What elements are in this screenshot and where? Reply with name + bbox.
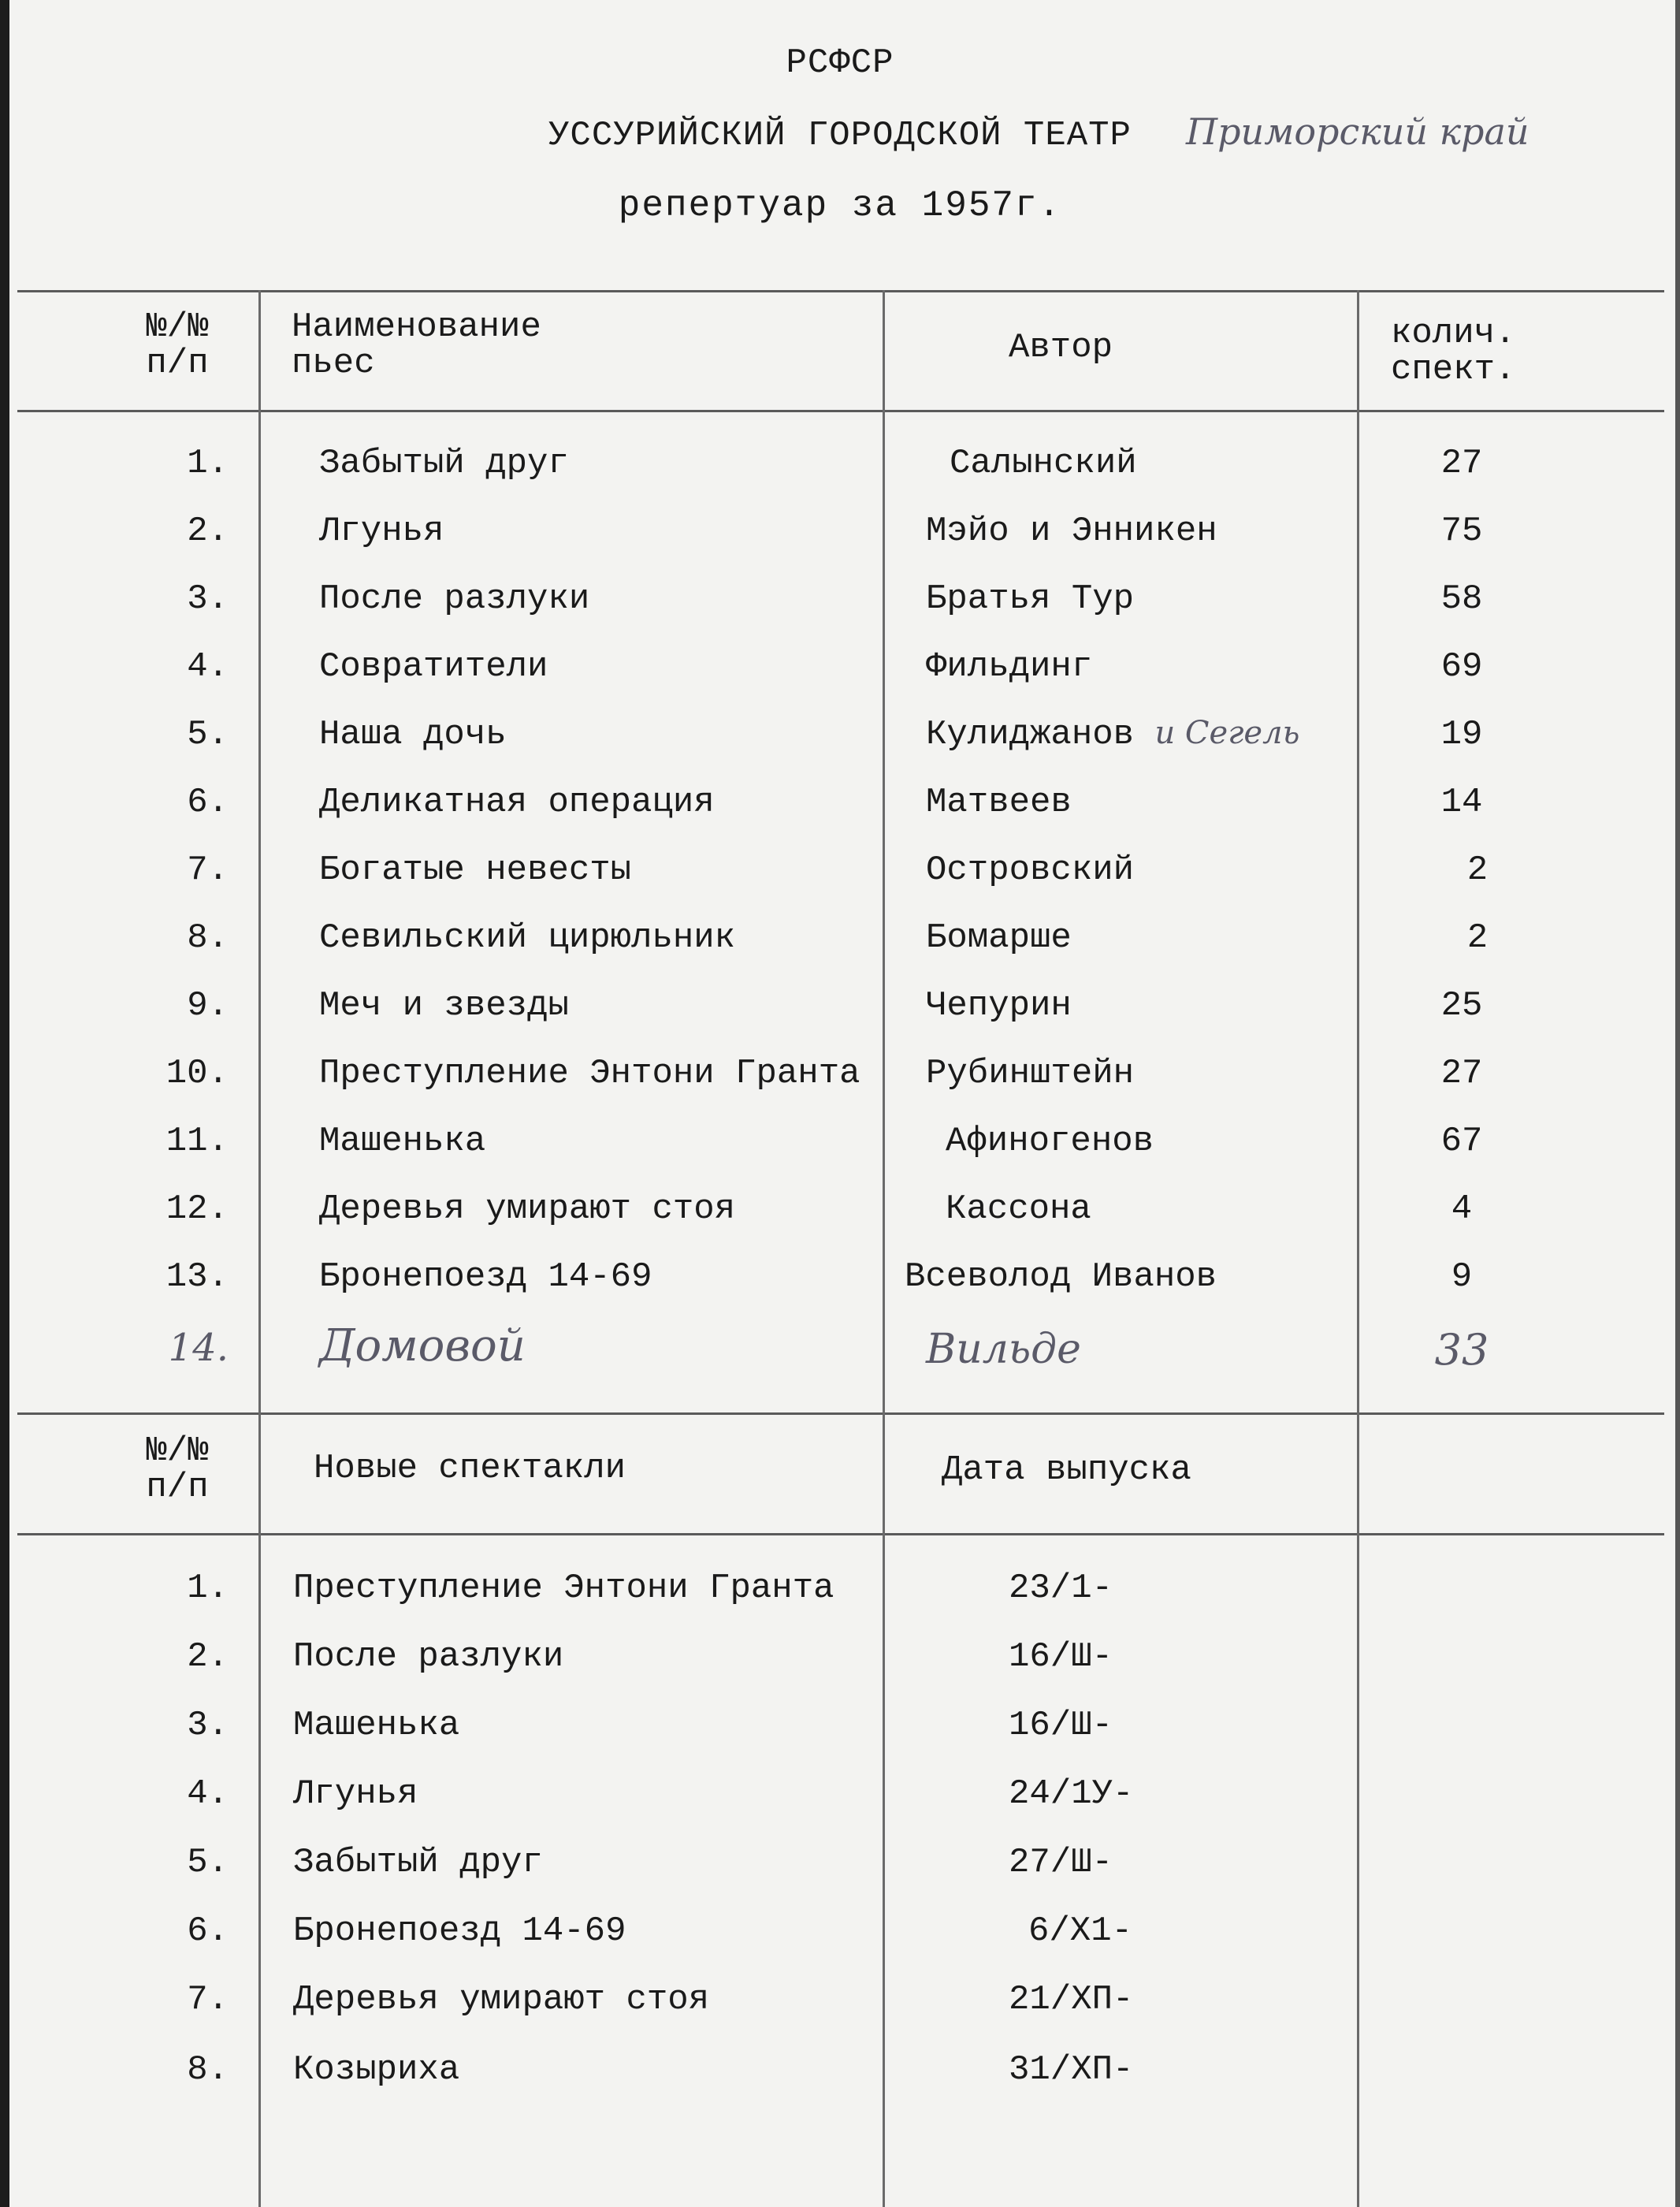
performance-count: 33	[1434, 1325, 1489, 1375]
play-author: Островский	[926, 850, 1135, 890]
table-top-rule	[17, 290, 1664, 292]
play-author: Вильде	[926, 1326, 1081, 1373]
header-line-3: репертуар за 1957г.	[618, 185, 1062, 226]
release-date: 31/ХП-	[1009, 2050, 1134, 2090]
row-number: 2.	[187, 512, 229, 551]
play-author: Всеволод Иванов	[905, 1257, 1217, 1297]
col-header-num-2: №/№ п/п	[146, 1431, 209, 1508]
production-title: Деревья умирают стоя	[293, 1980, 710, 2019]
header-bottom-rule	[17, 410, 1664, 412]
section-divider-rule	[17, 1412, 1664, 1415]
row-number: 12.	[165, 1189, 229, 1229]
row-number: 10.	[165, 1054, 229, 1093]
release-date: 16/Ш-	[1009, 1637, 1113, 1677]
col-header-release-date: Дата выпуска	[942, 1450, 1191, 1490]
release-date: 23/1-	[1009, 1569, 1113, 1608]
play-title: Севильский цирюльник	[319, 918, 736, 958]
row-number: 8.	[187, 2050, 229, 2090]
scan-left-edge	[0, 0, 9, 2207]
performance-count: 27	[1440, 444, 1483, 483]
row-number: 1.	[187, 1569, 229, 1608]
play-author: Салынский	[950, 444, 1137, 483]
play-author: Братья Тур	[926, 579, 1135, 619]
release-date: 24/1У-	[1009, 1774, 1134, 1814]
performance-count: 25	[1440, 986, 1483, 1025]
play-author-typed: Кулиджанов	[926, 715, 1135, 754]
performance-count: 14	[1440, 783, 1483, 822]
performance-count: 2	[1466, 850, 1489, 890]
production-title: Козыриха	[293, 2050, 460, 2090]
play-author: Афиногенов	[946, 1122, 1154, 1161]
row-number: 6.	[187, 783, 229, 822]
release-date: 16/Ш-	[1009, 1706, 1113, 1745]
performance-count: 2	[1466, 918, 1489, 958]
play-title: Наша дочь	[319, 715, 507, 754]
performance-count: 19	[1440, 715, 1483, 754]
play-title: Богатые невесты	[319, 850, 632, 890]
production-title: Лгунья	[293, 1774, 418, 1814]
play-title: Меч и звезды	[319, 986, 569, 1025]
play-title: После разлуки	[319, 579, 590, 619]
play-author: Матвеев	[926, 783, 1072, 822]
play-author-handwritten-note: и Сегель	[1154, 715, 1300, 751]
row-number: 3.	[187, 579, 229, 619]
performance-count: 27	[1440, 1054, 1483, 1093]
row-number: 5.	[187, 715, 229, 754]
performance-count: 69	[1440, 647, 1483, 687]
header-handwritten-note: Приморский край	[1186, 110, 1529, 153]
play-title: Совратители	[319, 647, 548, 687]
col-header-title: Наименование пьес	[292, 307, 541, 384]
play-title: Лгунья	[319, 512, 444, 551]
row-number: 7.	[187, 1980, 229, 2019]
column-rule-1	[258, 290, 261, 2207]
play-title: Деликатная операция	[319, 783, 715, 822]
play-title: Бронепоезд 14-69	[319, 1257, 652, 1297]
section2-header-rule	[17, 1533, 1664, 1535]
row-number: 11.	[165, 1122, 229, 1161]
performance-count: 58	[1440, 579, 1483, 619]
col-header-author: Автор	[1009, 328, 1113, 367]
row-number: 1.	[187, 444, 229, 483]
release-date: 6/Х1-	[1028, 1911, 1133, 1951]
play-title: Машенька	[319, 1122, 486, 1161]
play-title: Преступление Энтони Гранта	[319, 1054, 860, 1093]
production-title: Забытый друг	[293, 1843, 543, 1882]
row-number: 8.	[187, 918, 229, 958]
row-number: 2.	[187, 1637, 229, 1677]
col-header-new-title: Новые спектакли	[314, 1449, 626, 1488]
release-date: 21/ХП-	[1009, 1980, 1134, 2019]
row-number: 5.	[187, 1843, 229, 1882]
performance-count: 75	[1440, 512, 1483, 551]
play-author: Рубинштейн	[926, 1054, 1135, 1093]
row-number: 9.	[187, 986, 229, 1025]
col-header-num: №/№ п/п	[146, 307, 209, 384]
col-header-count: колич. спект.	[1391, 314, 1516, 390]
production-title: Машенька	[293, 1706, 460, 1745]
theatre-name: УССУРИЙСКИЙ ГОРОДСКОЙ ТЕАТР	[548, 116, 1132, 155]
play-title: Забытый друг	[319, 444, 569, 483]
performance-count: 67	[1440, 1122, 1483, 1161]
header-line-1: РСФСР	[786, 43, 894, 83]
column-rule-2	[883, 290, 885, 2207]
play-author: Фильдинг	[926, 647, 1093, 687]
row-number: 6.	[187, 1911, 229, 1951]
play-title: Домовой	[319, 1320, 526, 1371]
production-title: Преступление Энтони Гранта	[293, 1569, 834, 1608]
production-title: Бронепоезд 14-69	[293, 1911, 626, 1951]
play-author: Мэйо и Энникен	[926, 512, 1217, 551]
performance-count: 4	[1451, 1189, 1473, 1229]
row-number: 13.	[165, 1257, 229, 1297]
performance-count: 9	[1451, 1257, 1473, 1297]
play-author	[926, 717, 1299, 752]
production-title: После разлуки	[293, 1637, 564, 1677]
scan-right-edge	[1675, 0, 1680, 2207]
row-number: 14.	[168, 1326, 229, 1370]
row-number: 3.	[187, 1706, 229, 1745]
play-title: Деревья умирают стоя	[319, 1189, 736, 1229]
row-number: 7.	[187, 850, 229, 890]
release-date: 27/Ш-	[1009, 1843, 1113, 1882]
row-number: 4.	[187, 647, 229, 687]
row-number: 4.	[187, 1774, 229, 1814]
play-author: Кассона	[946, 1189, 1091, 1229]
column-rule-3	[1357, 290, 1359, 2207]
play-author: Чепурин	[926, 986, 1072, 1025]
play-author: Бомарше	[926, 918, 1072, 958]
